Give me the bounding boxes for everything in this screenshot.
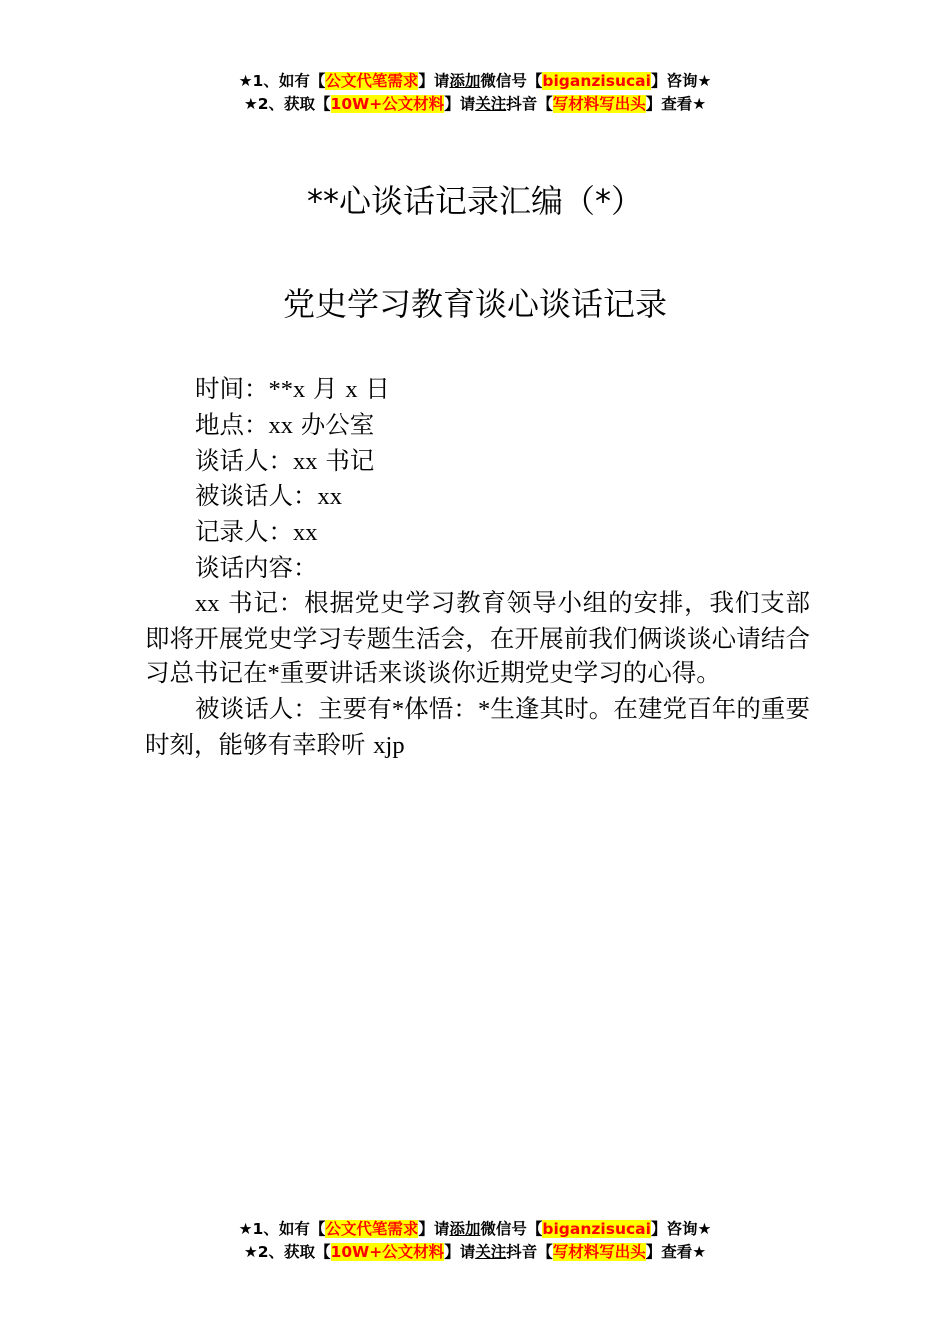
banner-emphasis: 关注 [475,1243,507,1261]
banner-text: 抖音【 [506,95,553,113]
banner-douyin-id: 写材料写出头 [552,95,646,113]
field-value: xx [293,519,318,547]
field-label: 谈话内容： [195,552,318,582]
field-label: 地点： [195,409,269,439]
field-value: 书记 [325,445,375,475]
paragraph-text: xx [195,589,220,617]
paragraph-secretary [145,586,810,692]
banner-wechat-id: biganzisucai [542,72,651,90]
field-label: 谈话人： [195,445,293,475]
banner-highlight: 10W+公文材料 [330,95,445,113]
field-value: x [345,376,358,403]
field-value: **x [268,376,306,403]
field-value: xx [317,483,342,511]
field-value: 月 [313,374,338,403]
banner-text: 】查看★ [645,95,707,113]
banner-text: 】咨询★ [650,72,712,90]
top-banner [0,70,950,116]
field-value: 日 [365,374,390,403]
field-value: 办公室 [300,409,375,439]
field-value: xx [293,447,318,475]
document-title: **心谈话记录汇编（*） [306,182,643,220]
banner-highlight: 公文代笔需求 [325,1220,419,1238]
banner-text: ★1、如有【 [238,72,326,90]
document-body [145,372,810,764]
banner-line-1 [0,1218,950,1241]
paragraph-text: 重要讲话来谈谈你近期党史学习的心得。 [279,658,721,688]
banner-emphasis: 添加 [449,72,481,90]
field-talker [145,444,810,480]
banner-highlight: 10W+公文材料 [330,1243,445,1261]
document-subtitle: 党史学习教育谈心谈话记录 [282,285,667,323]
banner-text: ★1、如有【 [238,1220,326,1238]
banner-text: 微信号【 [480,1220,543,1238]
field-time [145,372,810,408]
banner-line-2 [0,1241,950,1264]
paragraph-text: * [477,696,491,724]
paragraph-text: * [267,660,280,688]
paragraph-text: xjp [373,731,405,759]
banner-emphasis: 关注 [475,95,507,113]
paragraph-text: 被谈话人：主要有 [195,694,392,724]
paragraph-interviewee [145,692,810,764]
banner-text: 微信号【 [480,72,543,90]
banner-text: 】查看★ [645,1243,707,1261]
field-place [145,408,810,444]
paragraph-text: 体悟： [404,694,478,724]
banner-text: ★2、获取【 [243,95,331,113]
field-label: 记录人： [195,517,293,547]
banner-text: 】请 [418,1220,450,1238]
banner-highlight: 公文代笔需求 [325,72,419,90]
banner-text: 】请 [418,72,450,90]
banner-text: 】咨询★ [650,1220,712,1238]
field-interviewee [145,479,810,515]
banner-emphasis: 添加 [449,1220,481,1238]
banner-line-1 [0,70,950,93]
banner-line-2 [0,93,950,116]
banner-wechat-id: biganzisucai [542,1220,651,1238]
paragraph-text: 生逢其时。在建党百年的重要时刻，能够有幸聆听 [145,694,811,759]
field-value: xx [268,411,293,439]
banner-text: 抖音【 [506,1243,553,1261]
field-label: 被谈话人： [195,481,318,511]
bottom-banner [0,1218,950,1264]
field-content [145,551,810,586]
banner-text: 】请 [444,1243,476,1261]
field-recorder [145,515,810,551]
paragraph-text: * [391,696,405,724]
banner-text: ★2、获取【 [243,1243,331,1261]
banner-text: 】请 [444,95,476,113]
banner-douyin-id: 写材料写出头 [552,1243,646,1261]
paragraph-text: 书记：根据党史学习教育领导小组的安排，我们支部即将开展党史学习专题生活会，在开展前我们俩谈谈心请结合习总书记在 [145,587,810,688]
field-label: 时间： [195,374,269,403]
